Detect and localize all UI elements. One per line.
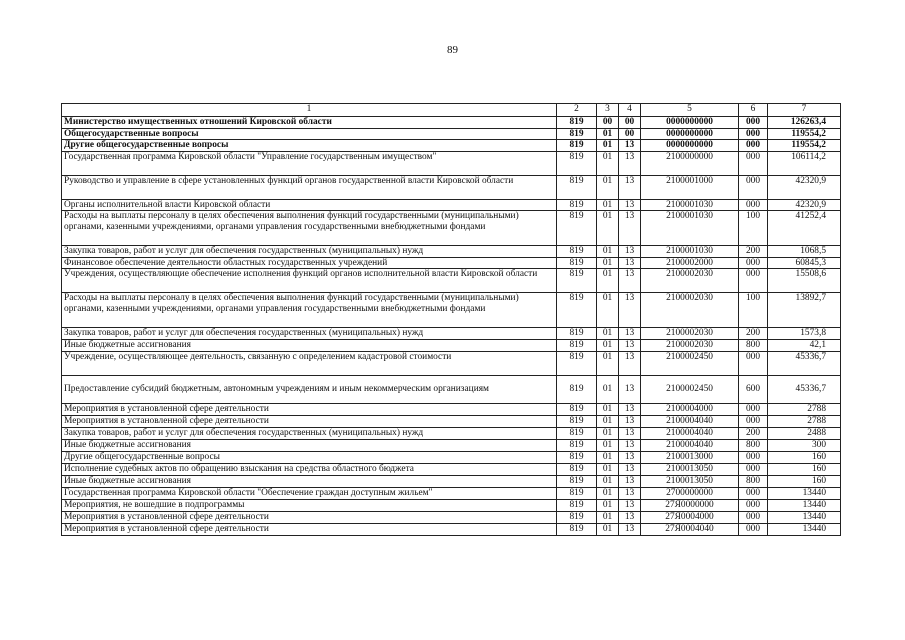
row-amount: 300	[768, 440, 841, 452]
row-target-article: 0000000000	[641, 140, 739, 152]
table-row	[62, 512, 841, 524]
row-target-article: 2100002450	[641, 352, 739, 376]
row-code: 819	[557, 524, 597, 536]
table-row	[62, 488, 841, 500]
row-expense-type: 000	[739, 500, 768, 512]
row-target-article: 2700000000	[641, 488, 739, 500]
row-name: Мероприятия в установленной сфере деятельности	[62, 524, 557, 536]
row-amount: 13440	[768, 500, 841, 512]
row-section: 01	[597, 488, 619, 500]
row-section: 01	[597, 476, 619, 488]
row-amount: 13892,7	[768, 293, 841, 328]
row-subsection: 13	[619, 512, 641, 524]
row-code: 819	[557, 175, 597, 199]
table-row	[62, 524, 841, 536]
row-code: 819	[557, 128, 597, 140]
row-code: 819	[557, 211, 597, 246]
row-code: 819	[557, 476, 597, 488]
row-section: 01	[597, 500, 619, 512]
row-expense-type: 000	[739, 416, 768, 428]
row-name: Учреждения, осуществляющие обеспечение исполнения функций органов исполнительной власти Кировской области	[62, 269, 557, 293]
row-name: Иные бюджетные ассигнования	[62, 340, 557, 352]
row-code: 819	[557, 416, 597, 428]
row-target-article: 2100002030	[641, 269, 739, 293]
row-code: 819	[557, 117, 597, 129]
row-amount: 119554,2	[768, 128, 841, 140]
row-subsection: 13	[619, 175, 641, 199]
row-target-article: 0000000000	[641, 128, 739, 140]
row-subsection: 13	[619, 428, 641, 440]
row-subsection: 13	[619, 488, 641, 500]
row-amount: 41252,4	[768, 211, 841, 246]
row-expense-type: 800	[739, 440, 768, 452]
row-expense-type: 000	[739, 464, 768, 476]
table-row	[62, 257, 841, 269]
row-target-article: 2100002000	[641, 257, 739, 269]
row-amount: 45336,7	[768, 352, 841, 376]
row-section: 01	[597, 293, 619, 328]
row-expense-type: 000	[739, 524, 768, 536]
row-subsection: 13	[619, 352, 641, 376]
table-row	[62, 293, 841, 328]
row-expense-type: 000	[739, 128, 768, 140]
row-name: Другие общегосударственные вопросы	[62, 140, 557, 152]
row-target-article: 2100002030	[641, 293, 739, 328]
row-subsection: 00	[619, 117, 641, 129]
row-subsection: 13	[619, 440, 641, 452]
row-expense-type: 000	[739, 488, 768, 500]
row-subsection: 13	[619, 416, 641, 428]
row-expense-type: 000	[739, 269, 768, 293]
row-expense-type: 800	[739, 476, 768, 488]
table-row	[62, 404, 841, 416]
row-code: 819	[557, 257, 597, 269]
row-subsection: 13	[619, 500, 641, 512]
row-target-article: 2100013050	[641, 476, 739, 488]
row-code: 819	[557, 428, 597, 440]
row-code: 819	[557, 151, 597, 175]
row-section: 01	[597, 376, 619, 404]
row-name: Органы исполнительной власти Кировской области	[62, 199, 557, 211]
row-target-article: 2100002030	[641, 340, 739, 352]
row-amount: 126263,4	[768, 117, 841, 129]
row-section: 01	[597, 128, 619, 140]
page-number: 89	[447, 44, 458, 56]
row-code: 819	[557, 199, 597, 211]
table-body	[62, 104, 841, 536]
row-name: Иные бюджетные ассигнования	[62, 440, 557, 452]
row-subsection: 00	[619, 128, 641, 140]
row-section: 01	[597, 428, 619, 440]
row-name: Закупка товаров, работ и услуг для обеспечения государственных (муниципальных) нужд	[62, 428, 557, 440]
row-expense-type: 200	[739, 246, 768, 258]
row-name: Руководство и управление в сфере установленных функций органов государственной власти Кировской области	[62, 175, 557, 199]
header-cell-2: 2	[557, 104, 597, 117]
row-expense-type: 100	[739, 293, 768, 328]
row-name: Мероприятия в установленной сфере деятельности	[62, 404, 557, 416]
table-row	[62, 452, 841, 464]
row-name: Мероприятия в установленной сфере деятельности	[62, 512, 557, 524]
row-code: 819	[557, 488, 597, 500]
header-row	[62, 104, 841, 117]
row-name: Закупка товаров, работ и услуг для обеспечения государственных (муниципальных) нужд	[62, 246, 557, 258]
row-target-article: 2100013050	[641, 464, 739, 476]
row-name: Министерство имущественных отношений Кировской области	[62, 117, 557, 129]
row-name: Другие общегосударственные вопросы	[62, 452, 557, 464]
row-amount: 13440	[768, 524, 841, 536]
row-amount: 2788	[768, 416, 841, 428]
table-row	[62, 175, 841, 199]
row-expense-type: 100	[739, 211, 768, 246]
row-target-article: 27Я0004040	[641, 524, 739, 536]
row-amount: 160	[768, 476, 841, 488]
row-amount: 15508,6	[768, 269, 841, 293]
row-name: Государственная программа Кировской области "Обеспечение граждан доступным жильем"	[62, 488, 557, 500]
row-expense-type: 200	[739, 328, 768, 340]
row-amount: 160	[768, 452, 841, 464]
row-target-article: 27Я0000000	[641, 500, 739, 512]
header-cell-4: 4	[619, 104, 641, 117]
row-subsection: 13	[619, 340, 641, 352]
header-cell-5: 5	[641, 104, 739, 117]
row-amount: 42320,9	[768, 175, 841, 199]
row-section: 01	[597, 269, 619, 293]
row-section: 01	[597, 246, 619, 258]
row-subsection: 13	[619, 524, 641, 536]
row-code: 819	[557, 452, 597, 464]
row-section: 01	[597, 175, 619, 199]
row-section: 01	[597, 340, 619, 352]
row-expense-type: 600	[739, 376, 768, 404]
row-target-article: 2100004000	[641, 404, 739, 416]
row-name: Закупка товаров, работ и услуг для обеспечения государственных (муниципальных) нужд	[62, 328, 557, 340]
row-target-article: 2100002450	[641, 376, 739, 404]
row-target-article: 2100002030	[641, 328, 739, 340]
row-section: 01	[597, 151, 619, 175]
row-expense-type: 000	[739, 199, 768, 211]
row-code: 819	[557, 246, 597, 258]
row-name: Общегосударственные вопросы	[62, 128, 557, 140]
row-amount: 13440	[768, 488, 841, 500]
row-name: Расходы на выплаты персоналу в целях обеспечения выполнения функций государственными (муниципальными) органами, казенными учреждениями, органами управления государственными внебюджетными фондами	[62, 293, 557, 328]
row-amount: 60845,3	[768, 257, 841, 269]
row-section: 01	[597, 512, 619, 524]
row-amount: 1573,8	[768, 328, 841, 340]
row-subsection: 13	[619, 328, 641, 340]
row-code: 819	[557, 404, 597, 416]
table-row	[62, 340, 841, 352]
table-row	[62, 376, 841, 404]
table-row	[62, 352, 841, 376]
table-row	[62, 140, 841, 152]
row-section: 01	[597, 452, 619, 464]
row-target-article: 2100001030	[641, 199, 739, 211]
row-code: 819	[557, 376, 597, 404]
row-section: 01	[597, 524, 619, 536]
row-section: 01	[597, 440, 619, 452]
row-code: 819	[557, 500, 597, 512]
row-expense-type: 000	[739, 175, 768, 199]
budget-table	[61, 103, 841, 536]
row-expense-type: 000	[739, 117, 768, 129]
row-section: 01	[597, 257, 619, 269]
table-row	[62, 128, 841, 140]
table-row	[62, 416, 841, 428]
row-section: 01	[597, 416, 619, 428]
row-section: 01	[597, 328, 619, 340]
row-section: 01	[597, 211, 619, 246]
row-subsection: 13	[619, 211, 641, 246]
row-code: 819	[557, 464, 597, 476]
row-section: 01	[597, 140, 619, 152]
table-row	[62, 199, 841, 211]
row-section: 01	[597, 352, 619, 376]
header-cell-3: 3	[597, 104, 619, 117]
table-row	[62, 211, 841, 246]
row-code: 819	[557, 352, 597, 376]
table-row	[62, 500, 841, 512]
row-target-article: 2100004040	[641, 428, 739, 440]
header-cell-1: 1	[62, 104, 557, 117]
row-amount: 13440	[768, 512, 841, 524]
row-amount: 106114,2	[768, 151, 841, 175]
row-target-article: 2100004040	[641, 440, 739, 452]
table-row	[62, 464, 841, 476]
row-subsection: 13	[619, 293, 641, 328]
row-section: 00	[597, 117, 619, 129]
row-expense-type: 000	[739, 151, 768, 175]
row-name: Государственная программа Кировской области "Управление государственным имуществом"	[62, 151, 557, 175]
row-code: 819	[557, 269, 597, 293]
row-expense-type: 000	[739, 140, 768, 152]
row-section: 01	[597, 199, 619, 211]
row-name: Мероприятия, не вошедшие в подпрограммы	[62, 500, 557, 512]
row-name: Предоставление субсидий бюджетным, автономным учреждениям и иным некоммерческим организациям	[62, 376, 557, 404]
row-target-article: 2100004040	[641, 416, 739, 428]
row-section: 01	[597, 404, 619, 416]
row-amount: 2488	[768, 428, 841, 440]
row-target-article: 27Я0004000	[641, 512, 739, 524]
row-expense-type: 000	[739, 452, 768, 464]
table-row	[62, 328, 841, 340]
row-target-article: 2100013000	[641, 452, 739, 464]
row-expense-type: 000	[739, 404, 768, 416]
row-code: 819	[557, 512, 597, 524]
row-code: 819	[557, 328, 597, 340]
row-code: 819	[557, 140, 597, 152]
row-expense-type: 800	[739, 340, 768, 352]
row-subsection: 13	[619, 246, 641, 258]
row-target-article: 2100001000	[641, 175, 739, 199]
table-row	[62, 269, 841, 293]
row-target-article: 2100001030	[641, 246, 739, 258]
table-row	[62, 476, 841, 488]
row-amount: 160	[768, 464, 841, 476]
row-subsection: 13	[619, 464, 641, 476]
row-name: Иные бюджетные ассигнования	[62, 476, 557, 488]
row-subsection: 13	[619, 199, 641, 211]
table-row	[62, 440, 841, 452]
header-cell-6: 6	[739, 104, 768, 117]
row-subsection: 13	[619, 269, 641, 293]
table-row	[62, 246, 841, 258]
row-amount: 42,1	[768, 340, 841, 352]
row-code: 819	[557, 293, 597, 328]
row-name: Мероприятия в установленной сфере деятельности	[62, 416, 557, 428]
row-code: 819	[557, 440, 597, 452]
row-expense-type: 000	[739, 257, 768, 269]
row-expense-type: 000	[739, 512, 768, 524]
row-subsection: 13	[619, 140, 641, 152]
row-subsection: 13	[619, 404, 641, 416]
row-target-article: 2100000000	[641, 151, 739, 175]
row-expense-type: 200	[739, 428, 768, 440]
row-subsection: 13	[619, 476, 641, 488]
row-target-article: 2100001030	[641, 211, 739, 246]
row-section: 01	[597, 464, 619, 476]
row-name: Исполнение судебных актов по обращению взыскания на средства областного бюджета	[62, 464, 557, 476]
table-row	[62, 428, 841, 440]
row-name: Расходы на выплаты персоналу в целях обеспечения выполнения функций государственными (муниципальными) органами, казенными учреждениями, органами управления государственными внебюджетными фондами	[62, 211, 557, 246]
row-target-article: 0000000000	[641, 117, 739, 129]
row-subsection: 13	[619, 257, 641, 269]
row-amount: 119554,2	[768, 140, 841, 152]
row-amount: 1068,5	[768, 246, 841, 258]
row-subsection: 13	[619, 151, 641, 175]
row-subsection: 13	[619, 376, 641, 404]
row-subsection: 13	[619, 452, 641, 464]
table-row	[62, 151, 841, 175]
row-amount: 2788	[768, 404, 841, 416]
row-expense-type: 000	[739, 352, 768, 376]
header-cell-7: 7	[768, 104, 841, 117]
row-code: 819	[557, 340, 597, 352]
row-amount: 45336,7	[768, 376, 841, 404]
row-amount: 42320,9	[768, 199, 841, 211]
table-row	[62, 117, 841, 129]
row-name: Финансовое обеспечение деятельности областных государственных учреждений	[62, 257, 557, 269]
row-name: Учреждение, осуществляющее деятельность, связанную с определением кадастровой стоимости	[62, 352, 557, 376]
